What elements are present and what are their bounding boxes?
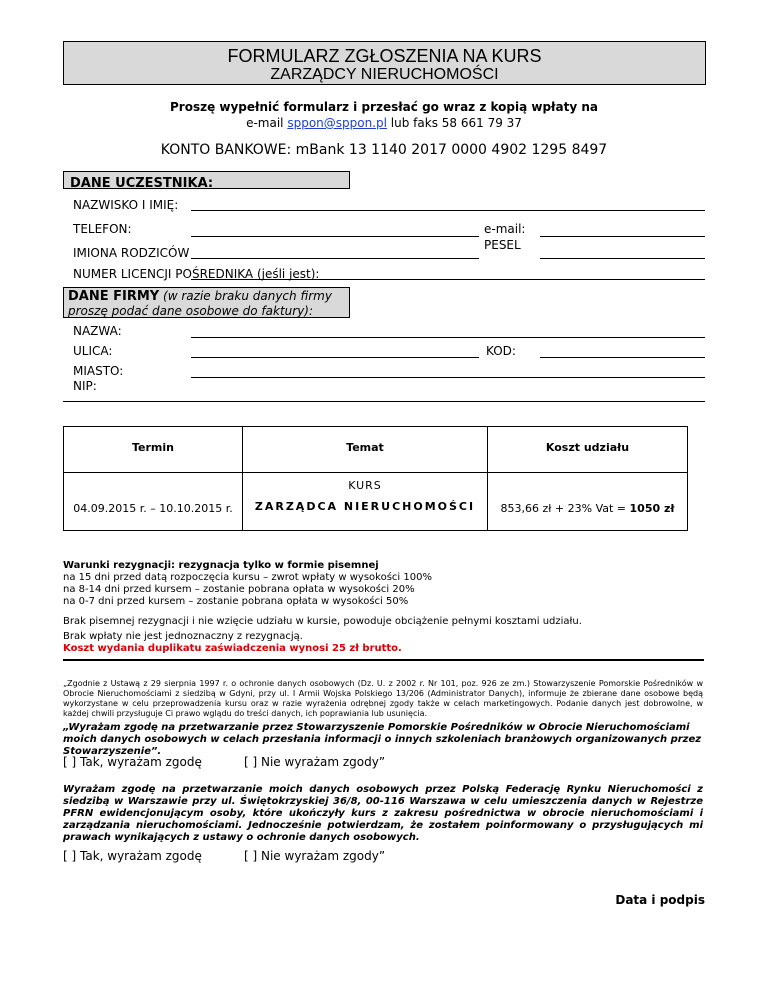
license-label: NUMER LICENCJI POŚREDNIKA (jeśli jest):	[73, 267, 320, 281]
consent-1-no-checkbox[interactable]: [ ] Nie wyrażam zgody”	[244, 755, 386, 769]
bank-account: KONTO BANKOWE: mBank 13 1140 2017 0000 4902 1295 8497	[160, 142, 608, 158]
name-label: NAZWISKO I IMIĘ:	[73, 198, 179, 212]
course-topic: KURS ZARZĄDCA NIERUCHOMOŚCI	[243, 473, 488, 531]
course-date: 04.09.2015 r. – 10.10.2015 r.	[64, 473, 243, 531]
city-field[interactable]	[191, 377, 705, 378]
column-header-date: Termin	[64, 427, 243, 473]
pesel-label: PESEL	[484, 238, 521, 252]
contact-line: e-mail sppon@sppon.pl lub faks 58 661 79 37	[246, 116, 522, 130]
participant-section-header: DANE UCZESTNIKA:	[63, 171, 350, 189]
instruction-text: Proszę wypełnić formularz i przesłać go wraz z kopią wpłaty na	[170, 100, 598, 114]
nip-label: NIP:	[73, 379, 97, 393]
consent-2-yes-checkbox[interactable]: [ ] Tak, wyrażam zgodę	[63, 849, 202, 863]
privacy-notice: „Zgodnie z Ustawą z 29 sierpnia 1997 r. o ochronie danych osobowych (Dz. U. z 2002 r. Nr 101, poz. 926 ze zm.) Stowarzyszenie Pomorskie Pośredników w Obrocie Nieruchomościami z siedzibą w Gdyni, przy ul. I Armii Wojska Polskiego 13/206 (Administrator Danych), informuje że zbierane dane osobowe będą wykorzystane w celu przeprowadzenia kursu oraz w razie wyrażenia odrębnej zgody także w celach marketingowych. Podanie danych jest dobrowolne, w każdej chwili przysługuje Ci prawo wglądu do treści danych, ich poprawiania lub usunięcia.	[63, 679, 703, 718]
city-label: MIASTO:	[73, 364, 124, 378]
cancellation-note-2: Brak wpłaty nie jest jednoznaczny z rezygnacją.	[63, 631, 303, 642]
consent-1-text: „Wyrażam zgodę na przetwarzanie przez Stowarzyszenie Pomorskie Pośredników w Obrocie Nieruchomościami moich danych osobowych w celach przesłania informacji o innych szkoleniach branżowych organizowanych przez Stowarzyszenie”.	[63, 722, 702, 757]
signature-label: Data i podpis	[615, 893, 705, 907]
code-field[interactable]	[540, 357, 705, 358]
column-header-topic: Temat	[243, 427, 488, 473]
column-header-cost: Koszt udziału	[488, 427, 688, 473]
street-field[interactable]	[191, 357, 479, 358]
form-title: FORMULARZ ZGŁOSZENIA NA KURS	[227, 46, 542, 66]
code-label: KOD:	[486, 344, 516, 358]
nip-field[interactable]	[63, 401, 705, 402]
cancellation-note-1: Brak pisemnej rezygnacji i nie wzięcie udziału w kursie, powoduje obciążenie pełnymi kosztami udziału.	[63, 616, 582, 627]
duplicate-fee-note: Koszt wydania duplikatu zaświadczenia wynosi 25 zł brutto.	[63, 643, 402, 654]
consent-1-yes-checkbox[interactable]: [ ] Tak, wyrażam zgodę	[63, 755, 202, 769]
email-field[interactable]	[540, 236, 705, 237]
form-title-box	[63, 41, 706, 85]
license-field[interactable]	[191, 279, 705, 280]
consent-2-no-checkbox[interactable]: [ ] Nie wyrażam zgody”	[244, 849, 386, 863]
consent-2-text: Wyrażam zgodę na przetwarzanie moich danych osobowych przez Polską Federację Rynku Nieruchomości z siedzibą w Warszawie przy ul. Świętokrzyskiej 36/8, 00-116 Warszawa w celu umieszczenia danych w Rejestrze PFRN ewidencjonującym osoby, które ukończyły kurs z zakresu pośrednictwa w obrocie nieruchomościami i zarządzania nieruchomościami. Jednocześnie potwierdzam, że zostałem poinformowany o przysługujących mi prawach wynikających z ustawy o ochronie danych osobowych.	[63, 784, 703, 843]
section-divider	[63, 659, 704, 661]
street-label: ULICA:	[73, 344, 113, 358]
cancellation-block: Warunki rezygnacji: rezygnacja tylko w formie pisemnej na 15 dni przed datą rozpoczęcia kursu – zwrot wpłaty w wysokości 100% na 8-14 dni przed kursem – zostanie pobrana opłata w wysokości 20% na 0-7 dni przed kursem – zostanie pobrana opłata w wysokości 50%	[63, 560, 432, 607]
name-field[interactable]	[191, 210, 705, 211]
company-section-header: DANE FIRMY (w razie braku danych firmy proszę podać dane osobowe do faktury):	[63, 287, 350, 318]
company-name-label: NAZWA:	[73, 324, 122, 338]
parents-field[interactable]	[191, 258, 479, 259]
parents-label: IMIONA RODZICÓW	[73, 246, 190, 260]
pesel-field[interactable]	[540, 258, 705, 259]
phone-field[interactable]	[191, 236, 479, 237]
form-subtitle: ZARZĄDCY NIERUCHOMOŚCI	[270, 66, 499, 83]
phone-label: TELEFON:	[73, 222, 132, 236]
course-table	[63, 426, 688, 531]
company-name-field[interactable]	[191, 337, 705, 338]
course-cost: 853,66 zł + 23% Vat = 1050 zł	[488, 473, 688, 531]
email-link[interactable]: sppon@sppon.pl	[287, 116, 387, 130]
email-label: e-mail:	[484, 222, 526, 236]
